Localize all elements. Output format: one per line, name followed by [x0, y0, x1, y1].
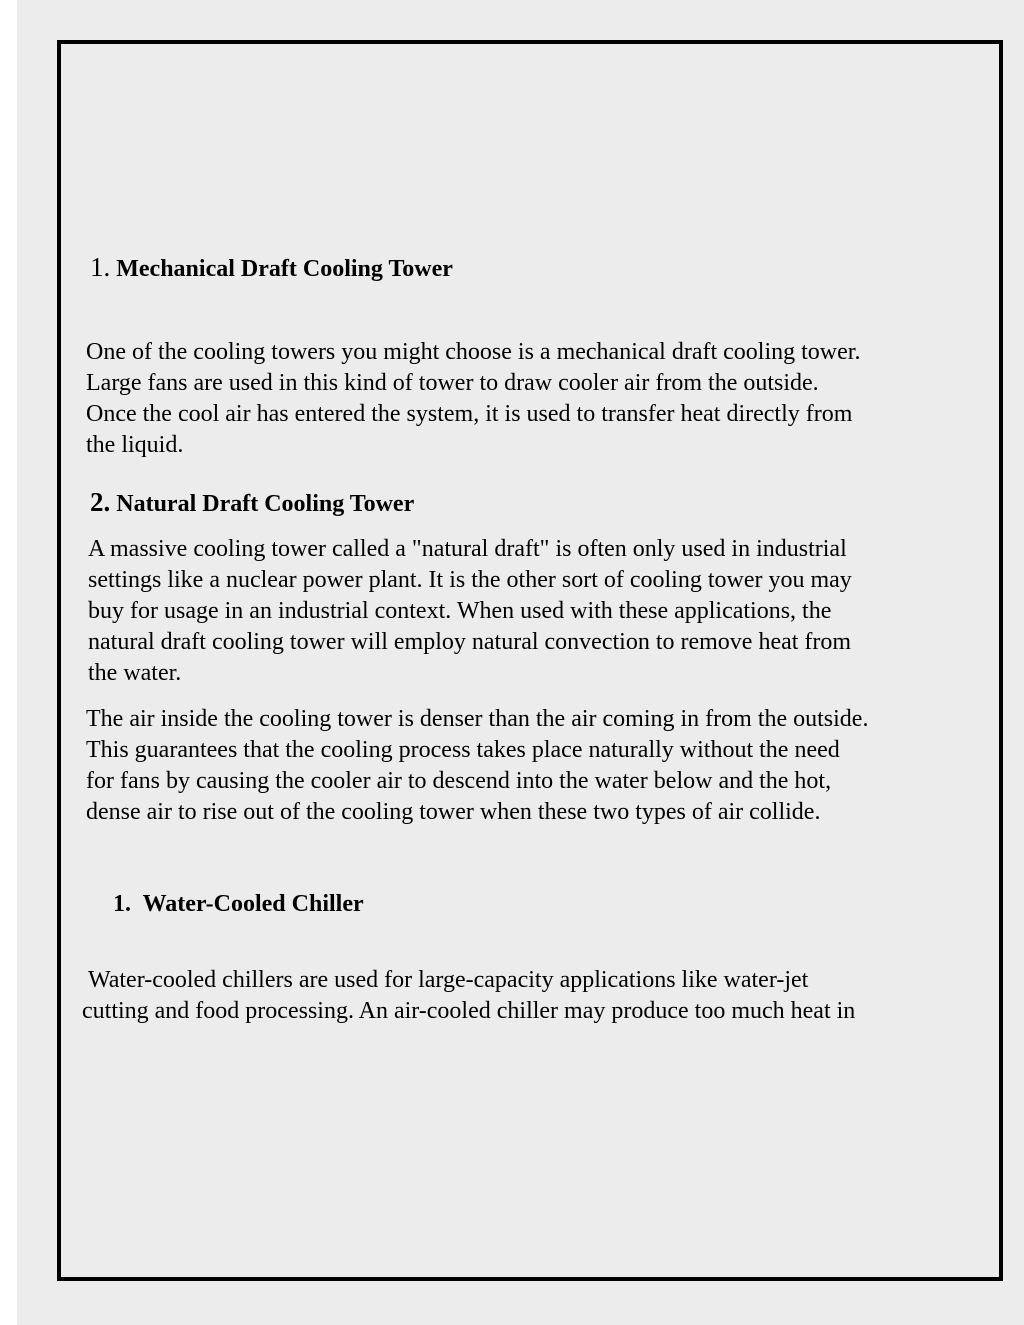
paragraph-water-cooled-chiller [82, 965, 855, 1027]
paragraph-line: Water-cooled chillers are used for large-capacity applications like water-jet [88, 967, 809, 993]
paragraph-line: Large fans are used in this kind of tower to draw cooler air from the outside. [86, 370, 819, 396]
paragraph-natural-draft-convection [86, 704, 868, 828]
paragraph-line: the water. [88, 660, 182, 686]
paragraph-line: Once the cool air has entered the system, it is used to transfer heat directly from [86, 401, 853, 427]
section-number: 1. [113, 891, 131, 917]
paragraph-line: the liquid. [86, 432, 184, 458]
paragraph-line: A massive cooling tower called a "natural draft" is often only used in industrial [88, 536, 847, 562]
paragraph-line: One of the cooling towers you might choose is a mechanical draft cooling tower. [86, 339, 861, 365]
section-heading-mechanical-draft [90, 252, 453, 284]
paragraph-line: buy for usage in an industrial context. When used with these applications, the [88, 598, 832, 624]
paragraph-line: dense air to rise out of the cooling tower when these two types of air collide. [86, 799, 821, 825]
section-heading-water-cooled-chiller [113, 889, 364, 919]
section-heading-natural-draft [90, 487, 414, 519]
section-number: 1. [90, 252, 111, 282]
paragraph-line: natural draft cooling tower will employ natural convection to remove heat from [88, 629, 852, 655]
paragraph-line: settings like a nuclear power plant. It is the other sort of cooling tower you may [88, 567, 852, 593]
paragraph-line: The air inside the cooling tower is denser than the air coming in from the outside. [86, 706, 869, 732]
section-title: Water-Cooled Chiller [142, 891, 364, 917]
paragraph-natural-draft-intro [88, 534, 852, 689]
section-number: 2. [90, 487, 111, 517]
paragraph-line: for fans by causing the cooler air to descend into the water below and the hot, [86, 768, 832, 794]
paragraph-mechanical-draft [86, 337, 860, 461]
paragraph-line: This guarantees that the cooling process takes place naturally without the need [86, 737, 840, 763]
section-title: Mechanical Draft Cooling Tower [116, 256, 453, 282]
paragraph-line: cutting and food processing. An air-cooled chiller may produce too much heat in [82, 998, 856, 1024]
section-title: Natural Draft Cooling Tower [116, 491, 415, 517]
